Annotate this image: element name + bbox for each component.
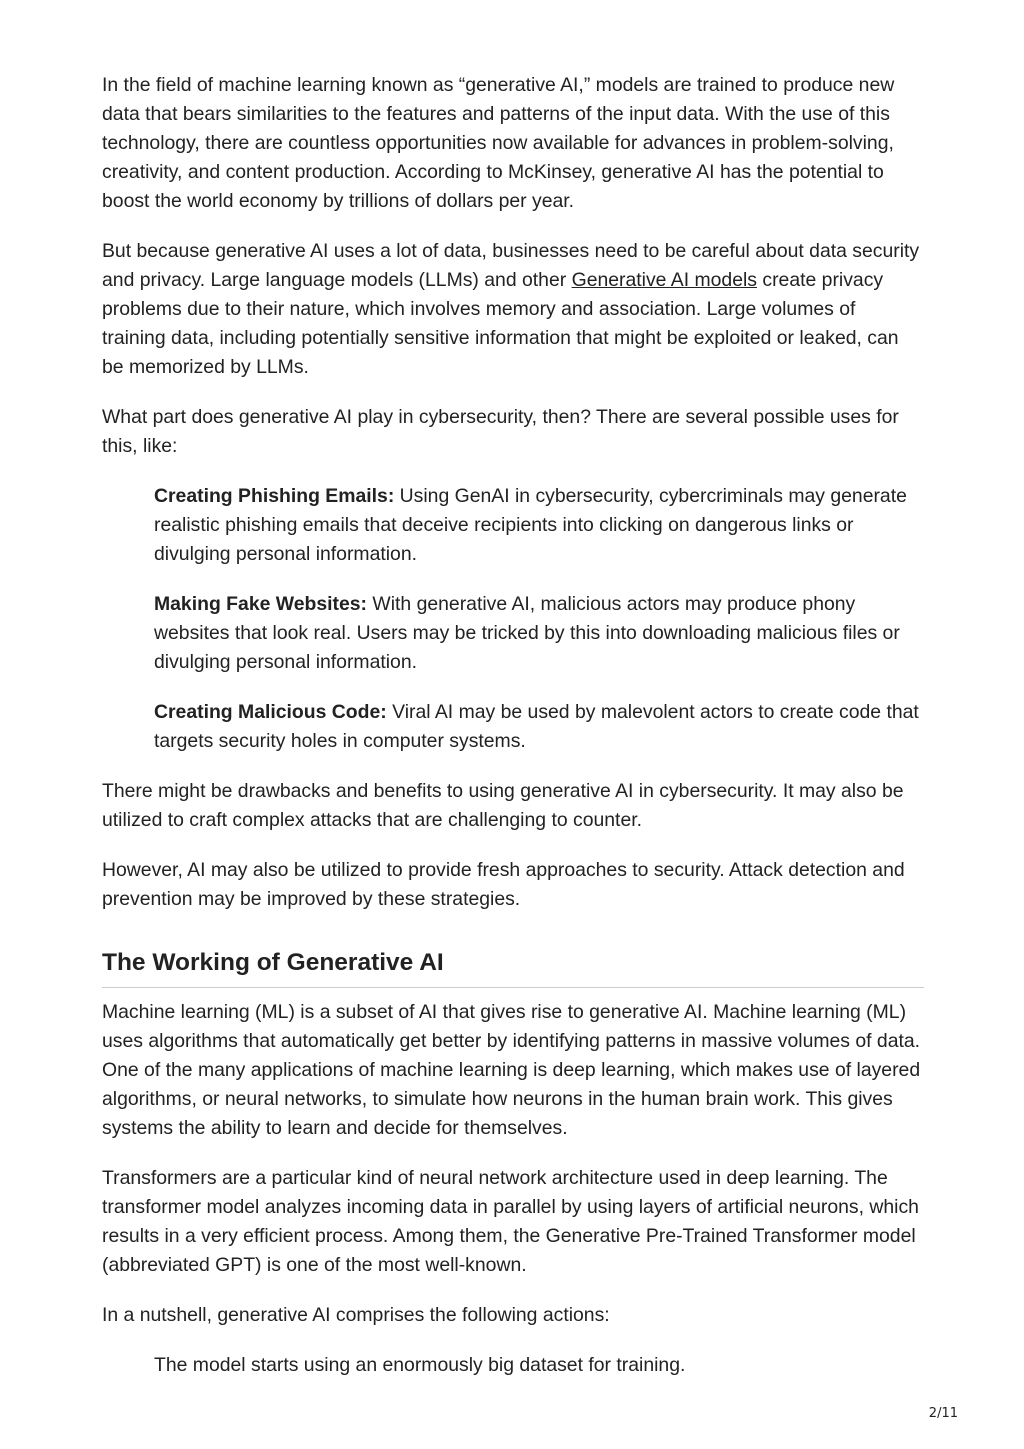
use-item-phishing bbox=[154, 482, 924, 569]
use-item-text: Using GenAI in cybersecurity, cybercriminals may generate realistic phishing emails that deceive recipients into clicking on dangerous links or divulging personal information. bbox=[154, 485, 907, 565]
use-item-text: Viral AI may be used by malevolent actors to create code that targets security holes in computer systems. bbox=[154, 701, 919, 752]
use-item-label: Making Fake Websites: bbox=[154, 593, 368, 615]
intro-paragraph-2 bbox=[102, 237, 924, 382]
process-step-1: The model starts using an enormously big dataset for training. bbox=[154, 1354, 686, 1376]
outro-paragraph-1: There might be drawbacks and benefits to using generative AI in cybersecurity. It may also be utilized to craft complex attacks that are challenging to counter. bbox=[102, 780, 904, 831]
section-paragraph-2: Transformers are a particular kind of neural network architecture used in deep learning. The transformer model analyzes incoming data in parallel by using layers of artificial neurons, which results in a very efficient process. Among them, the Generative Pre-Trained Transformer model (abbreviated GPT) is one of the most well-known. bbox=[102, 1167, 919, 1276]
use-item-fake-websites bbox=[154, 590, 924, 677]
use-item-label: Creating Malicious Code: bbox=[154, 701, 387, 723]
use-item-malicious-code bbox=[154, 698, 924, 756]
document-body bbox=[102, 71, 924, 1401]
section-paragraph-1: Machine learning (ML) is a subset of AI that gives rise to generative AI. Machine learning (ML) uses algorithms that automatically get better by identifying patterns in massive volumes of data. One of the many applications of machine learning is deep learning, which makes use of layered algorithms, or neural networks, to simulate how neurons in the human brain work. This gives systems the ability to learn and decide for themselves. bbox=[102, 1001, 921, 1139]
intro-paragraph-3: What part does generative AI play in cybersecurity, then? There are several possible uses for this, like: bbox=[102, 406, 899, 457]
generative-ai-models-link[interactable]: Generative AI models bbox=[571, 269, 757, 291]
page-number: 2/11 bbox=[928, 1406, 958, 1421]
intro-paragraph-2-start: But because generative AI uses a lot of data, businesses need to be careful about data security and privacy. Large language models (LLMs) and other bbox=[102, 240, 920, 291]
intro-paragraph-1: In the field of machine learning known as “generative AI,” models are trained to produce new data that bears similarities to the features and patterns of the input data. With the use of this technology, there are countless opportunities now available for advances in problem-solving, creativity, and content production. According to McKinsey, generative AI has the potential to boost the world economy by trillions of dollars per year. bbox=[102, 74, 895, 212]
use-item-text: With generative AI, malicious actors may produce phony websites that look real. Users may be tricked by this into downloading malicious files or divulging personal information. bbox=[154, 593, 900, 673]
outro-paragraph-2: However, AI may also be utilized to provide fresh approaches to security. Attack detection and prevention may be improved by these strategies. bbox=[102, 859, 905, 910]
intro-paragraph-2-end: create privacy problems due to their nature, which involves memory and association. Large volumes of training data, including potentially sensitive information that might be exploited or leaked, can be memorized by LLMs. bbox=[102, 269, 899, 378]
section-paragraph-3: In a nutshell, generative AI comprises the following actions: bbox=[102, 1304, 610, 1326]
use-item-label: Creating Phishing Emails: bbox=[154, 485, 395, 507]
section-heading: The Working of Generative AI bbox=[102, 948, 924, 988]
